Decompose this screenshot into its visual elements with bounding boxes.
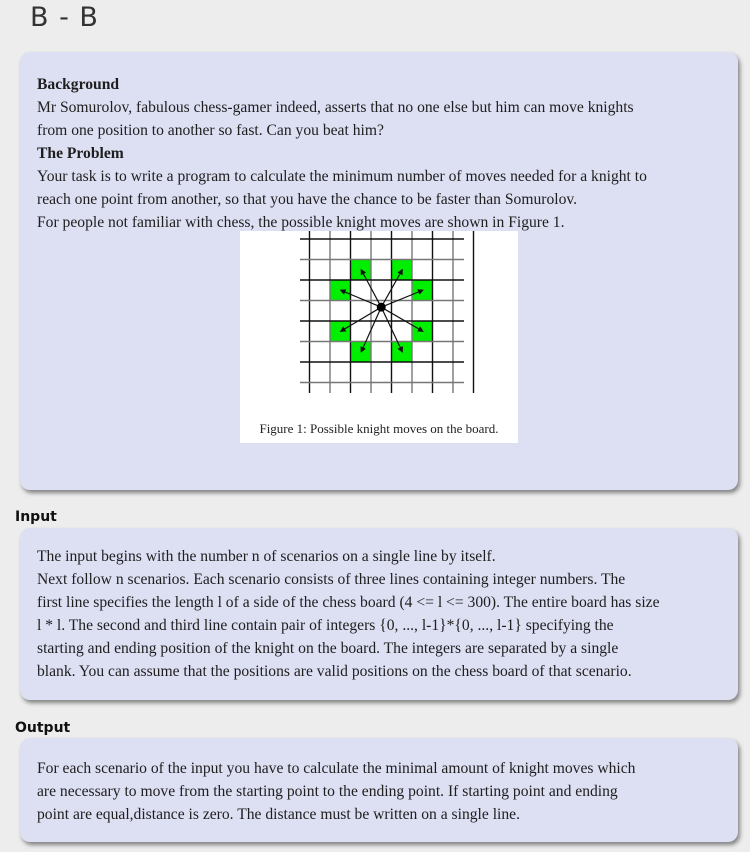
figure-caption: Figure 1: Possible knight moves on the board. <box>259 421 499 436</box>
output-card <box>20 738 738 842</box>
input-line: first line specifies the length l of a side of the chess board (4 <= l <= 300). The entire board has size <box>37 594 660 611</box>
input-line: Next follow n scenarios. Each scenario consists of three lines containing integer numbers. The <box>37 571 626 588</box>
knight-moves-board <box>240 231 518 421</box>
input-line: blank. You can assume that the positions are valid positions on the chess board of that scenario. <box>37 663 632 680</box>
input-line: starting and ending position of the knight on the board. The integers are separated by a single <box>37 640 619 657</box>
output-line: point are equal,distance is zero. The distance must be written on a single line. <box>37 806 520 823</box>
problem-line: For people not familiar with chess, the possible knight moves are shown in Figure 1. <box>37 214 565 231</box>
knight-position <box>377 303 386 312</box>
description-card <box>20 52 738 490</box>
input-line: The input begins with the number n of scenarios on a single line by itself. <box>37 548 496 565</box>
background-line: from one position to another so fast. Can you beat him? <box>37 122 384 139</box>
output-line: are necessary to move from the starting point to the ending point. If starting point and ending <box>37 783 618 800</box>
input-card <box>20 528 738 700</box>
move-arrow <box>341 307 382 331</box>
input-label: Input <box>15 509 57 525</box>
background-heading: Background <box>37 76 120 93</box>
output-line: For each scenario of the input you have to calculate the minimal amount of knight moves which <box>37 760 636 777</box>
problem-line: Your task is to write a program to calculate the minimum number of moves needed for a knight to <box>37 168 647 185</box>
problem-heading: The Problem <box>37 145 124 162</box>
knight-moves-figure <box>240 231 518 443</box>
input-line: l * l. The second and third line contain pair of integers {0, ..., l-1}*{0, ..., l-1} specifying the <box>37 617 614 634</box>
problem-line: reach one point from another, so that you have the chance to be faster than Somurolov. <box>37 191 578 208</box>
background-line: Mr Somurolov, fabulous chess-gamer indeed, asserts that no one else but him can move knights <box>37 99 634 116</box>
output-label: Output <box>15 720 71 736</box>
page-title: B - B <box>30 2 99 33</box>
